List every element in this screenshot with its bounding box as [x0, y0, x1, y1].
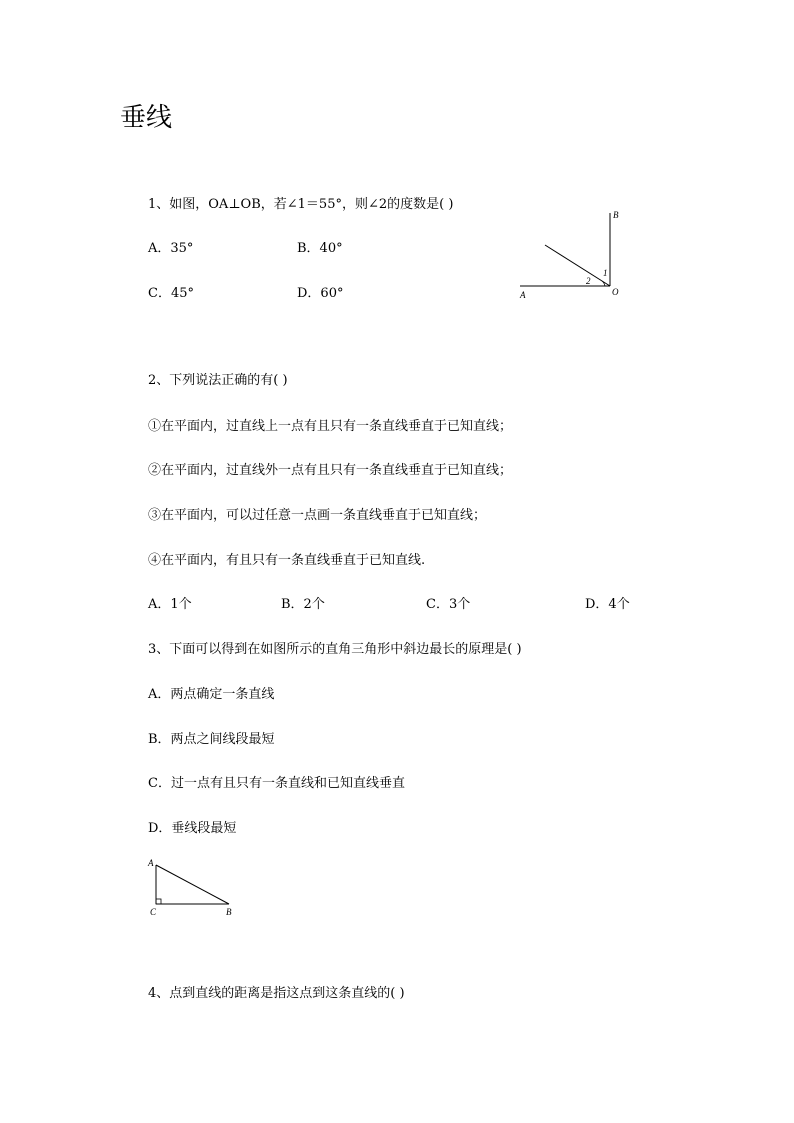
q3-option-a: A．两点确定一条直线: [148, 687, 275, 702]
q2-option-b: B．2个: [281, 597, 325, 612]
page-title: 垂线: [120, 103, 173, 133]
label-c: C: [150, 907, 157, 917]
q3-option-b: B．两点之间线段最短: [148, 732, 275, 747]
label-a: A: [148, 858, 154, 868]
q2-statement-1: ①在平面内，过直线上一点有且只有一条直线垂直于已知直线；: [148, 419, 513, 434]
side-ab: [156, 865, 229, 904]
q2-statement-2: ②在平面内，过直线外一点有且只有一条直线垂直于已知直线；: [148, 463, 513, 478]
q2-option-c: C．3个: [426, 597, 471, 612]
ray-oc: [545, 245, 610, 286]
q2-statement-4: ④在平面内，有且只有一条直线垂直于已知直线.: [148, 553, 426, 568]
q2-option-a: A．1个: [148, 597, 192, 612]
q2-stem: 2、下列说法正确的有( ): [148, 373, 288, 388]
q1-option-c: C．45°: [148, 286, 194, 301]
q1-option-d: D．60°: [297, 286, 344, 301]
label-1: 1: [603, 268, 608, 278]
label-2: 2: [586, 276, 591, 286]
right-angle-mark: [156, 899, 161, 904]
q3-triangle-figure: [143, 853, 243, 923]
q3-stem: 3、下面可以得到在如图所示的直角三角形中斜边最长的原理是( ): [148, 642, 522, 657]
label-b: B: [613, 210, 619, 220]
q1-stem: 1、如图，OA⊥OB，若∠1＝55°，则∠2的度数是( ): [148, 197, 454, 212]
q2-option-d: D．4个: [585, 597, 630, 612]
label-o: O: [612, 287, 619, 297]
q1-angle-figure: [510, 205, 640, 305]
q2-statement-3: ③在平面内，可以过任意一点画一条直线垂直于已知直线；: [148, 508, 487, 523]
q3-option-d: D．垂线段最短: [148, 821, 237, 836]
label-b: B: [226, 907, 232, 917]
q3-option-c: C．过一点有且只有一条直线和已知直线垂直: [148, 776, 405, 791]
q1-option-b: B．40°: [297, 241, 343, 256]
q4-stem: 4、点到直线的距离是指这点到这条直线的( ): [148, 986, 405, 1001]
label-a: A: [520, 290, 526, 300]
q1-option-a: A．35°: [148, 241, 194, 256]
